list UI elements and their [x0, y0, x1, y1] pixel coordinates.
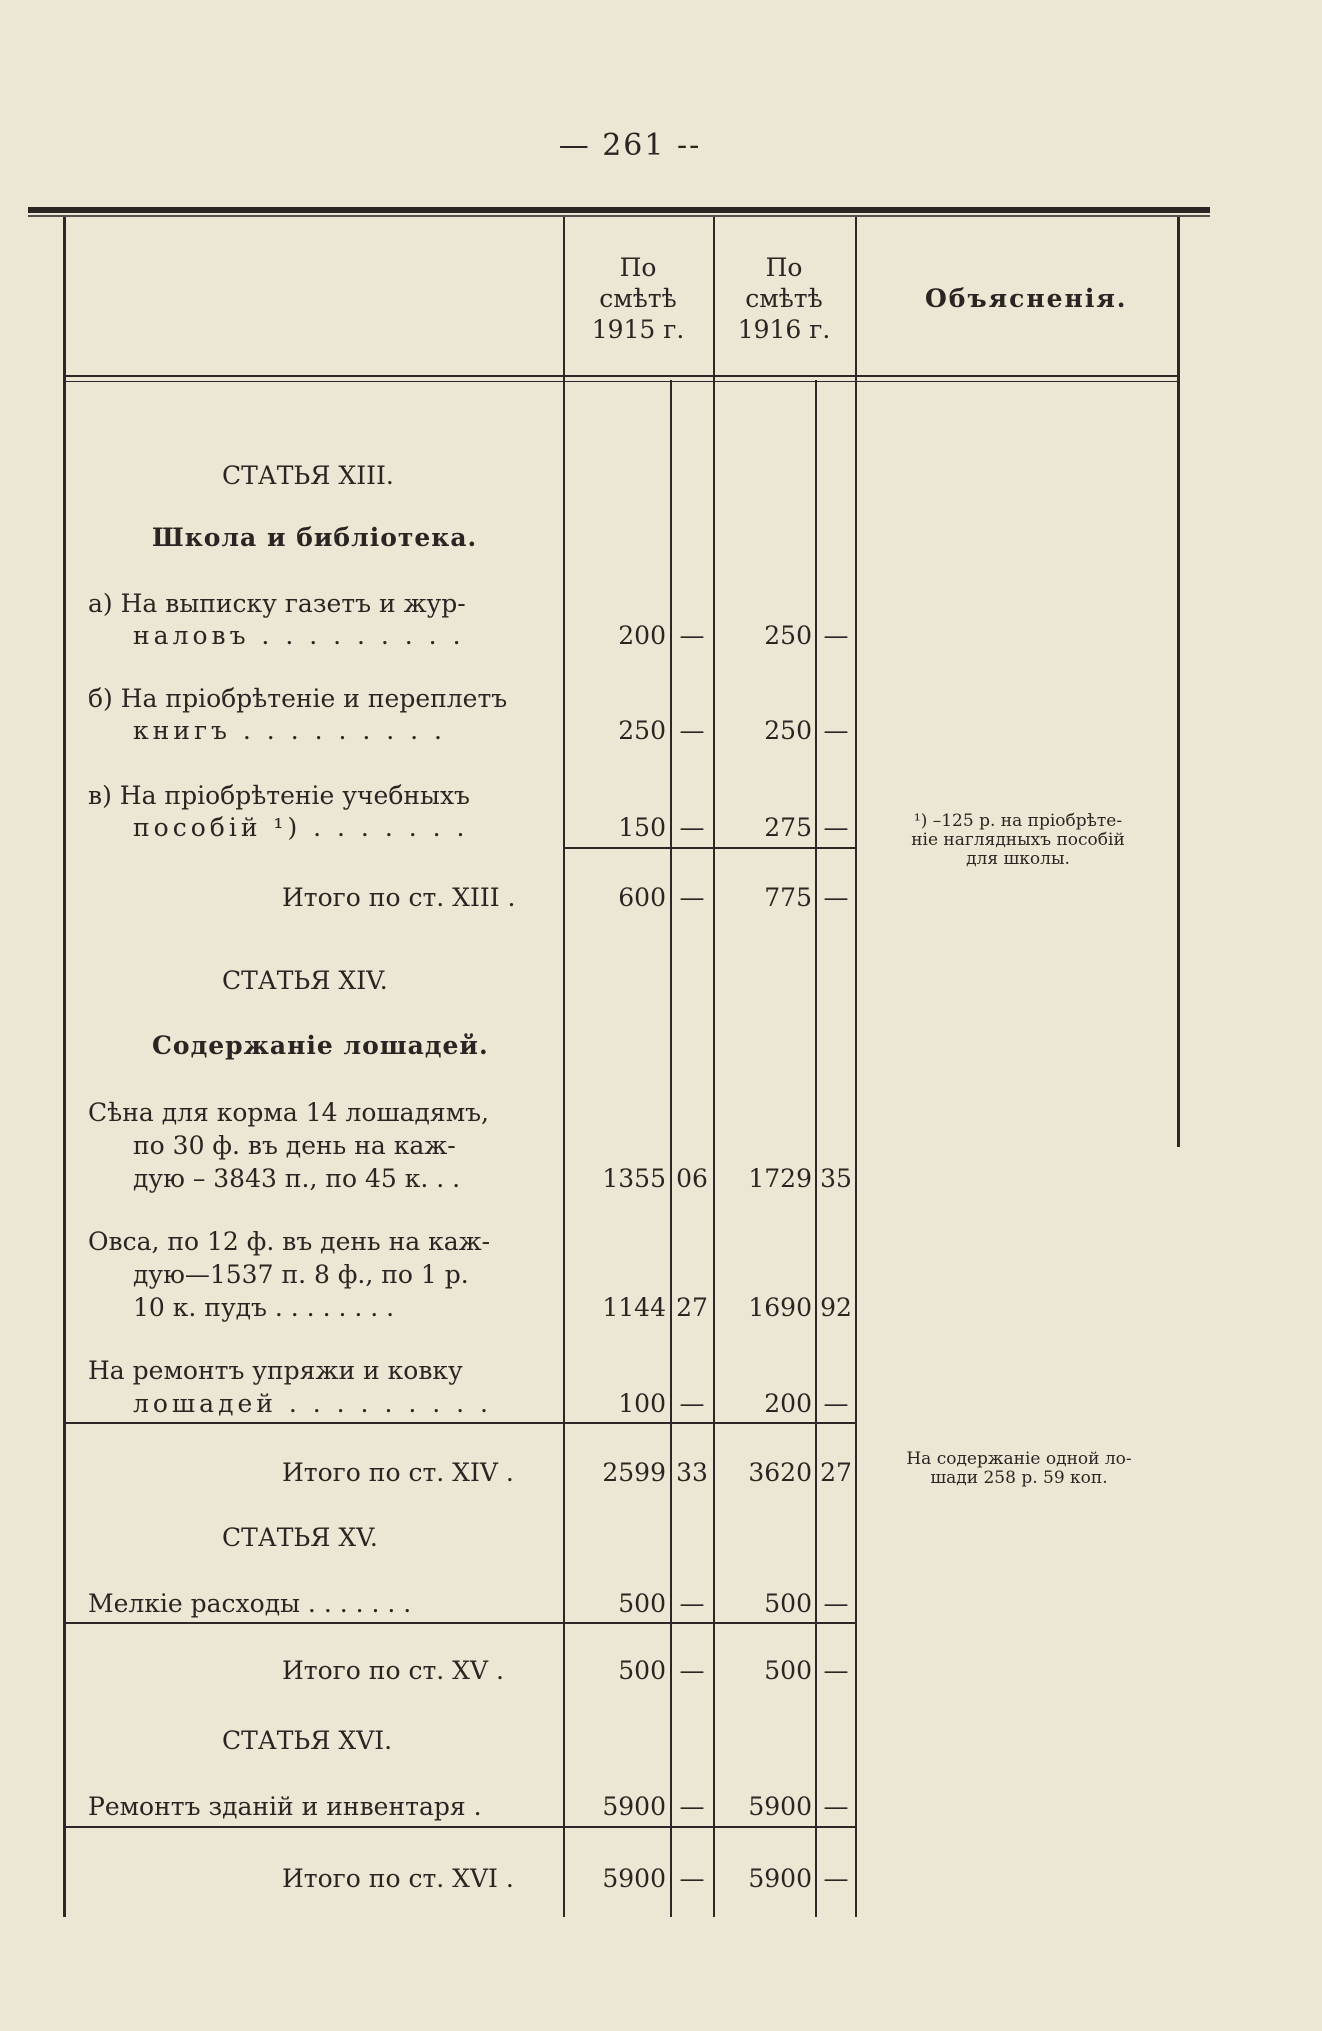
- s14-total-1915-kop: 33: [676, 1458, 708, 1487]
- section-13-title: СТАТЬЯ XIII.: [222, 461, 394, 490]
- section-14-subtitle: Содержаніе лошадей.: [152, 1031, 489, 1060]
- s14-a-1916-kop: 35: [820, 1164, 852, 1193]
- s14-b-1915: 1144: [602, 1293, 666, 1322]
- s14-item-c-line2: лошадей . . . . . . . . .: [133, 1389, 492, 1418]
- s13-a-1915-kop: —: [679, 621, 705, 650]
- s13-item-c-line1: в) На пріобрѣтеніе учебныхъ: [88, 781, 470, 810]
- header-1916-line3: 1916 г.: [737, 315, 831, 344]
- s14-item-b-line3: 10 к. пудъ . . . . . . . .: [133, 1293, 395, 1322]
- s16-total-1916-kop: —: [823, 1864, 849, 1893]
- s13-total-1915: 600: [618, 883, 666, 912]
- s13-c-1916-kop: —: [823, 813, 849, 842]
- s15-total-1916: 500: [764, 1656, 812, 1685]
- s13-b-1916-kop: —: [823, 716, 849, 745]
- header-1916-line1: По: [765, 253, 803, 282]
- section-14-title: СТАТЬЯ XIV.: [222, 966, 388, 995]
- s14-item-b-line1: Овса, по 12 ф. въ день на каж-: [88, 1227, 491, 1256]
- s13-subtotal-rule: [565, 847, 857, 849]
- s14-item-a-line1: Сѣна для корма 14 лошадямъ,: [88, 1098, 489, 1127]
- header-1915: [568, 252, 708, 345]
- s14-a-1915: 1355: [602, 1164, 666, 1193]
- s14-b-1916-kop: 92: [820, 1293, 852, 1322]
- s13-total-1915-kop: —: [679, 883, 705, 912]
- s14-note: [862, 1450, 1176, 1488]
- s16-item-a: Ремонтъ зданій и инвентаря .: [88, 1792, 482, 1821]
- s13-c-1915: 150: [618, 813, 666, 842]
- s14-item-c-line1: На ремонтъ упряжи и ковку: [88, 1356, 463, 1385]
- column-divider-notes: [855, 217, 857, 1917]
- s15-a-1915: 500: [618, 1589, 666, 1618]
- s14-total-label: Итого по ст. XIV .: [282, 1458, 514, 1487]
- s13-b-1915: 250: [618, 716, 666, 745]
- header-1916: [716, 252, 852, 345]
- s15-subtotal-rule: [63, 1622, 857, 1624]
- s13-item-b-line1: б) На пріобрѣтеніе и переплетъ: [88, 684, 508, 713]
- s13-footnote-line2: ніе наглядныхъ пособій: [911, 830, 1125, 850]
- s14-item-a-line2: по 30 ф. въ день на каж-: [133, 1131, 456, 1160]
- s13-c-1916: 275: [764, 813, 812, 842]
- s14-total-1916: 3620: [748, 1458, 812, 1487]
- s13-item-a-line1: а) На выписку газетъ и жур-: [88, 589, 466, 618]
- section-16-title: СТАТЬЯ XVI.: [222, 1726, 393, 1755]
- s14-a-1916: 1729: [748, 1164, 812, 1193]
- s13-a-1916: 250: [764, 621, 812, 650]
- s14-c-1916: 200: [764, 1389, 812, 1418]
- s13-b-1916: 250: [764, 716, 812, 745]
- s16-subtotal-rule: [63, 1826, 857, 1828]
- s15-total-1915: 500: [618, 1656, 666, 1685]
- s13-footnote-line1: ¹) –125 р. на пріобрѣте-: [913, 811, 1123, 831]
- s15-a-1916: 500: [764, 1589, 812, 1618]
- s16-a-1915-kop: —: [679, 1792, 705, 1821]
- s13-total-label: Итого по ст. XIII .: [282, 883, 516, 912]
- table-left-border: [63, 217, 66, 1917]
- top-thin-rule: [28, 215, 1210, 217]
- s14-a-1915-kop: 06: [676, 1164, 708, 1193]
- s16-a-1916: 5900: [748, 1792, 812, 1821]
- s16-total-1916: 5900: [748, 1864, 812, 1893]
- kopek-divider-1916: [815, 380, 817, 1917]
- section-13-subtitle: Школа и библіотека.: [152, 523, 478, 552]
- s13-total-1916-kop: —: [823, 883, 849, 912]
- s16-a-1915: 5900: [602, 1792, 666, 1821]
- page-number: — 261 --: [558, 128, 702, 163]
- s14-total-1916-kop: 27: [820, 1458, 852, 1487]
- s15-total-1915-kop: —: [679, 1656, 705, 1685]
- s13-footnote-line3: для школы.: [966, 849, 1070, 869]
- s13-item-b-line2: книгъ . . . . . . . . .: [133, 716, 446, 745]
- column-divider-1915: [563, 217, 565, 1917]
- s15-a-1915-kop: —: [679, 1589, 705, 1618]
- header-1916-line2: смѣтѣ: [745, 284, 823, 313]
- s14-c-1916-kop: —: [823, 1389, 849, 1418]
- s16-total-1915-kop: —: [679, 1864, 705, 1893]
- section-15-title: СТАТЬЯ XV.: [222, 1523, 378, 1552]
- s13-b-1915-kop: —: [679, 716, 705, 745]
- header-bottom-rule-2: [63, 381, 1179, 382]
- header-1915-line2: смѣтѣ: [599, 284, 677, 313]
- s14-note-line1: На содержаніе одной ло-: [906, 1449, 1132, 1469]
- s15-a-1916-kop: —: [823, 1589, 849, 1618]
- column-divider-1916: [713, 217, 715, 1917]
- kopek-divider-1915: [670, 380, 672, 1917]
- s16-a-1916-kop: —: [823, 1792, 849, 1821]
- s13-a-1916-kop: —: [823, 621, 849, 650]
- s13-total-1916: 775: [764, 883, 812, 912]
- s16-total-1915: 5900: [602, 1864, 666, 1893]
- s15-item-a: Мелкіе расходы . . . . . . .: [88, 1589, 412, 1618]
- s13-item-c-line2: пособій ¹) . . . . . . .: [133, 813, 469, 842]
- header-explanations: Объясненія.: [925, 284, 1128, 313]
- table-right-border: [1177, 217, 1180, 1147]
- top-double-rule: [28, 207, 1210, 213]
- s14-b-1916: 1690: [748, 1293, 812, 1322]
- s14-item-b-line2: дую—1537 п. 8 ф., по 1 р.: [133, 1260, 469, 1289]
- header-1915-line3: 1915 г.: [591, 315, 685, 344]
- s14-subtotal-rule: [63, 1422, 857, 1424]
- s13-a-1915: 200: [618, 621, 666, 650]
- s16-total-label: Итого по ст. XVI .: [282, 1864, 514, 1893]
- s14-total-1915: 2599: [602, 1458, 666, 1487]
- s14-note-line2: шади 258 р. 59 коп.: [930, 1468, 1108, 1488]
- s13-footnote: [860, 812, 1176, 869]
- s15-total-label: Итого по ст. XV .: [282, 1656, 504, 1685]
- s14-c-1915-kop: —: [679, 1389, 705, 1418]
- s15-total-1916-kop: —: [823, 1656, 849, 1685]
- s13-c-1915-kop: —: [679, 813, 705, 842]
- s14-b-1915-kop: 27: [676, 1293, 708, 1322]
- s14-c-1915: 100: [618, 1389, 666, 1418]
- header-1915-line1: По: [619, 253, 657, 282]
- header-bottom-rule: [63, 375, 1179, 377]
- s13-item-a-line2: наловъ . . . . . . . . .: [133, 621, 465, 650]
- s14-item-a-line3: дую – 3843 п., по 45 к. . .: [133, 1164, 461, 1193]
